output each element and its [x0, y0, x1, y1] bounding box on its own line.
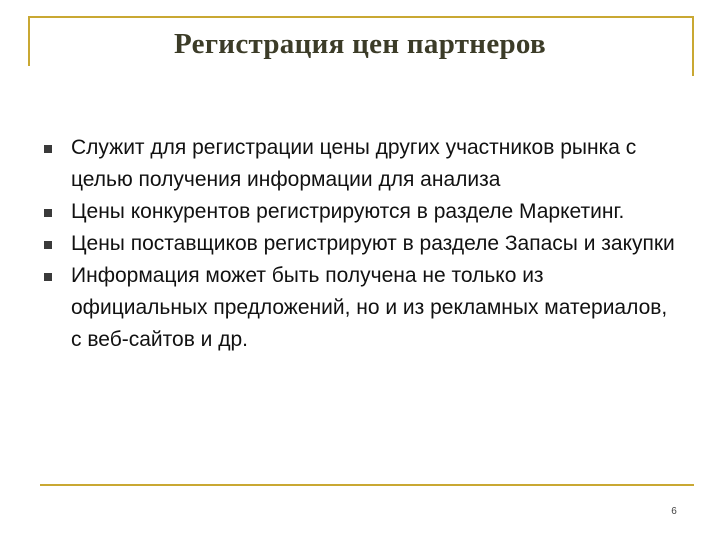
bullet-text: Цены конкурентов регистрируются в разделе Маркетинг.	[71, 200, 625, 223]
frame-left-line	[28, 16, 30, 66]
bullet-text: Цены поставщиков регистрируют в разделе Запасы и закупки	[71, 232, 675, 255]
slide-title: Регистрация цен партнеров	[174, 28, 546, 60]
square-bullet-icon	[44, 209, 52, 217]
bullet-item	[40, 196, 680, 228]
bullet-item	[40, 260, 680, 356]
bullet-text: Информация может быть получена не только из официальных предложений, но и из рекламных материалов, с веб-сайтов и др.	[71, 264, 668, 351]
bullet-text: Служит для регистрации цены других участников рынка с целью получения информации для анализа	[71, 136, 637, 191]
square-bullet-icon	[44, 241, 52, 249]
footer-divider	[40, 484, 694, 486]
square-bullet-icon	[44, 145, 52, 153]
frame-top-line	[28, 16, 694, 18]
bullet-item	[40, 132, 680, 196]
square-bullet-icon	[44, 273, 52, 281]
bullet-list	[40, 132, 680, 356]
bullet-item	[40, 228, 680, 260]
page-number: 6	[671, 506, 677, 517]
frame-right-line	[692, 16, 694, 76]
